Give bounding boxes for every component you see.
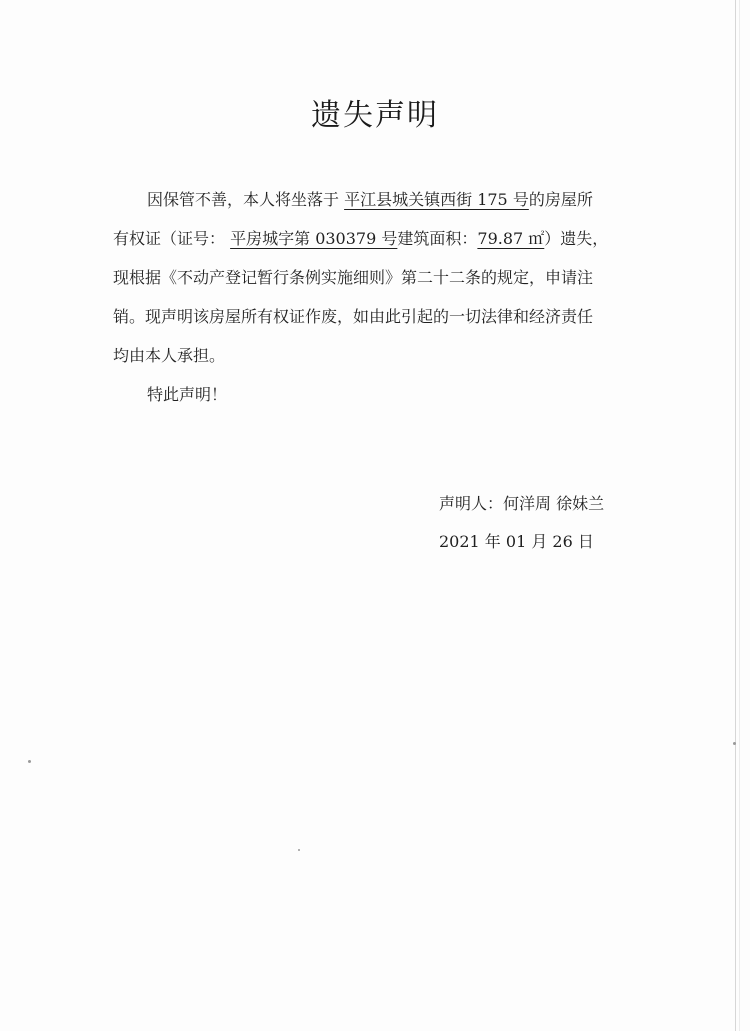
statement-body [113,180,635,414]
scan-edge [739,0,740,1031]
scan-speck [733,742,736,745]
statement-text: 有权证（证号： [113,229,226,248]
statement-text: 建筑面积： [397,229,478,248]
declarant-names: 声明人：何洋周 徐妹兰 [439,494,605,513]
statement-text: 因保管不善，本人将坐落于 [147,190,340,209]
scan-speck [28,760,31,763]
scan-speck [298,849,300,851]
closing-statement: 特此声明！ [147,385,228,404]
signature-block [439,485,604,561]
statement-line-4: 销。现声明该房屋所有权证作废，如由此引起的一切法律和经济责任 [113,307,594,326]
document-title: 遗失声明 [311,98,439,133]
property-address: 平江县城关镇西街 175 号 [344,190,529,209]
statement-line-5: 均由本人承担。 [113,346,226,365]
statement-line-2 [113,219,635,258]
declaration-date: 2021 年 01 月 26 日 [439,532,594,551]
floor-area: 79.87 ㎡ [477,229,545,248]
scan-edge [735,0,736,1031]
statement-line-3: 现根据《不动产登记暂行条例实施细则》第二十二条的规定，申请注 [113,268,594,287]
statement-text: ）遗失， [544,229,609,248]
certificate-number: 平房城字第 030379 号 [230,229,398,248]
statement-text: 的房屋所 [528,190,593,209]
statement-line-1 [113,180,635,219]
